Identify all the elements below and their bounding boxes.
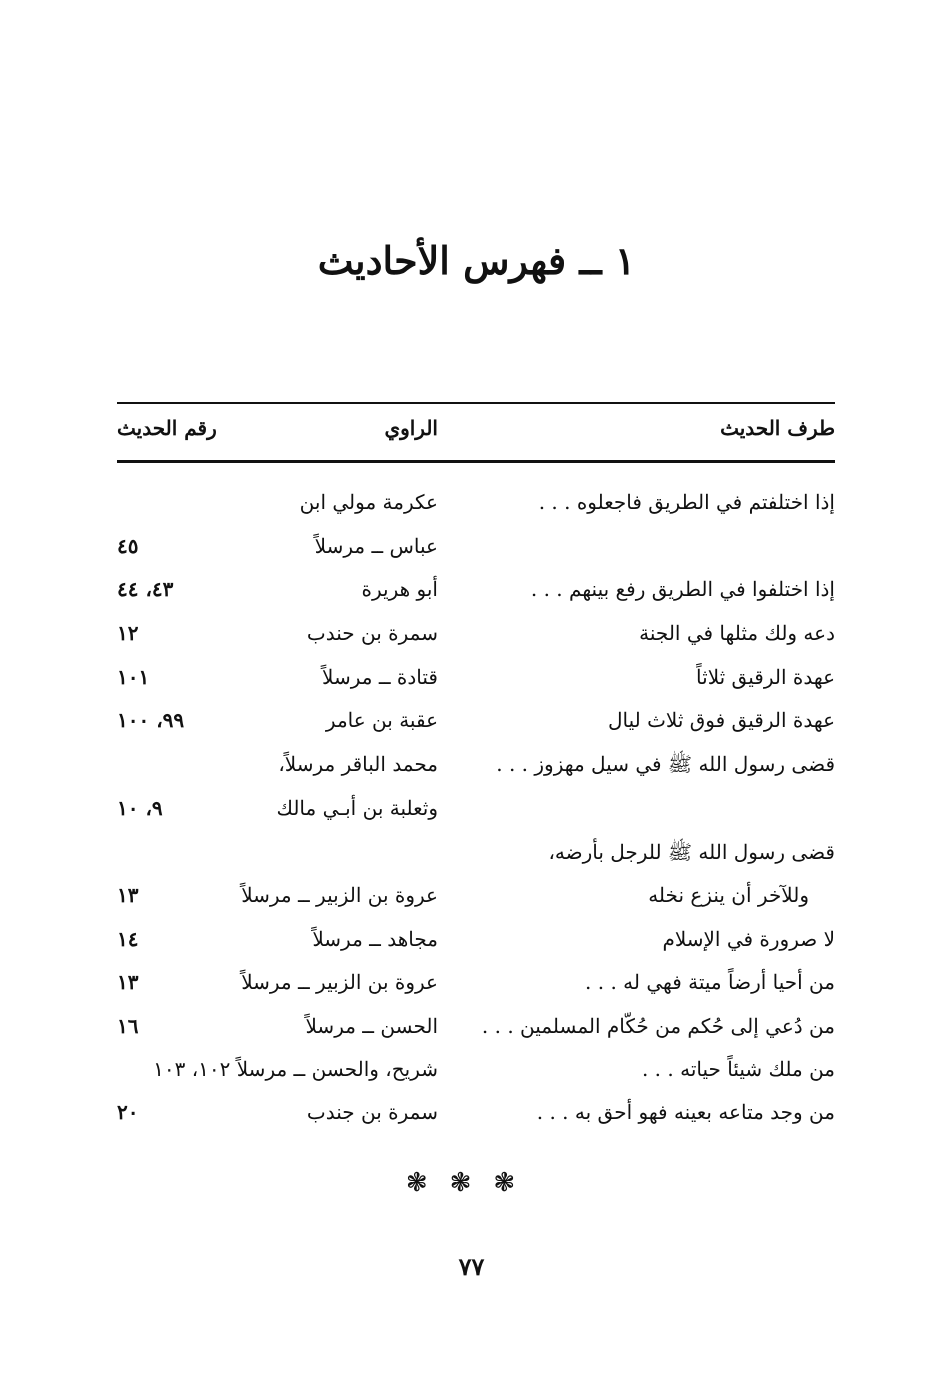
hadith-text: من دُعي إلى حُكم من حُكّام المسلمين . . . <box>481 1014 835 1038</box>
table-row <box>117 927 835 961</box>
table-header-row <box>117 416 835 450</box>
table-row <box>117 883 835 917</box>
table-row <box>117 490 835 524</box>
header-hadith-text: طرف الحديث <box>720 416 835 440</box>
hadith-text: إذا اختلفتم في الطريق فاجعلوه . . . <box>538 490 835 514</box>
hadith-number: ٢٠ <box>117 1100 139 1124</box>
narrator: سمرة بن حندب <box>306 621 438 645</box>
narrator: محمد الباقر مرسلاً، <box>278 752 438 776</box>
hadith-number: ٩٩، ١٠٠ <box>117 708 185 732</box>
table-row <box>117 840 835 874</box>
table-row <box>117 1057 835 1091</box>
hadith-number: ٩، ١٠ <box>117 796 163 820</box>
table-row <box>117 577 835 611</box>
table-row <box>117 534 835 568</box>
header-narrator: الراوي <box>384 416 438 440</box>
page-title: ١ ــ فهرس الأحاديث <box>317 238 636 283</box>
table-row <box>117 1014 835 1048</box>
hadith-number: ١٠١ <box>117 665 150 689</box>
table-row <box>117 752 835 786</box>
narrator: الحسن ــ مرسلاً <box>305 1014 438 1038</box>
table-row <box>117 796 835 830</box>
narrator: عباس ــ مرسلاً <box>314 534 438 558</box>
hadith-number: ١٣ <box>117 883 139 907</box>
narrator: عروة بن الزبير ــ مرسلاً <box>241 970 438 994</box>
narrator: مجاهد ــ مرسلاً <box>312 927 438 951</box>
table-row <box>117 970 835 1004</box>
hadith-number: ١٢ <box>117 621 139 645</box>
table-row <box>117 621 835 655</box>
hadith-number: ١٤ <box>117 927 139 951</box>
narrator: عقبة بن عامر <box>325 708 438 732</box>
narrator: قتادة ــ مرسلاً <box>322 665 438 689</box>
table-top-rule <box>117 402 835 404</box>
hadith-text: من ملك شيئاً حياته . . . <box>641 1057 835 1081</box>
table-row <box>117 665 835 699</box>
table-row <box>117 1100 835 1134</box>
hadith-text: لا صرورة في الإسلام <box>662 927 835 951</box>
narrator: وثعلبة بن أبـي مالك <box>276 796 438 820</box>
table-row <box>117 708 835 742</box>
hadith-text: عهدة الرقيق ثلاثاً <box>696 665 835 689</box>
hadith-text: من أحيا أرضاً ميتة فهي له . . . <box>585 970 835 994</box>
header-hadith-number: رقم الحديث <box>117 416 217 440</box>
narrator: أبو هريرة <box>361 577 438 601</box>
narrator: شريح، والحسن ــ مرسلاً ١٠٢، ١٠٣ <box>153 1057 438 1081</box>
narrator: عكرمة مولي ابن <box>299 490 438 514</box>
table-header-rule <box>117 460 835 463</box>
narrator: عروة بن الزبير ــ مرسلاً <box>241 883 438 907</box>
hadith-text: وللآخر أن ينزع نخله <box>648 883 809 907</box>
hadith-text: من وجد متاعه بعينه فهو أحق به . . . <box>536 1100 835 1124</box>
page-number: ٧٧ <box>458 1252 485 1281</box>
hadith-text: دعه ولك مثلها في الجنة <box>639 621 835 645</box>
hadith-number: ٤٣، ٤٤ <box>117 577 174 601</box>
hadith-text: قضى رسول الله ﷺ في سيل مهزوز . . . <box>496 752 835 776</box>
hadith-text: عهدة الرقيق فوق ثلاث ليال <box>607 708 835 732</box>
hadith-number: ١٣ <box>117 970 139 994</box>
hadith-text: قضى رسول الله ﷺ للرجل بأرضه، <box>548 840 835 864</box>
hadith-text: إذا اختلفوا في الطريق رفع بينهم . . . <box>530 577 835 601</box>
narrator: سمرة بن جندب <box>306 1100 438 1124</box>
hadith-number: ٤٥ <box>117 534 139 558</box>
hadith-number: ١٦ <box>117 1014 139 1038</box>
section-end-ornament: ❃❃❃ <box>405 1168 538 1198</box>
